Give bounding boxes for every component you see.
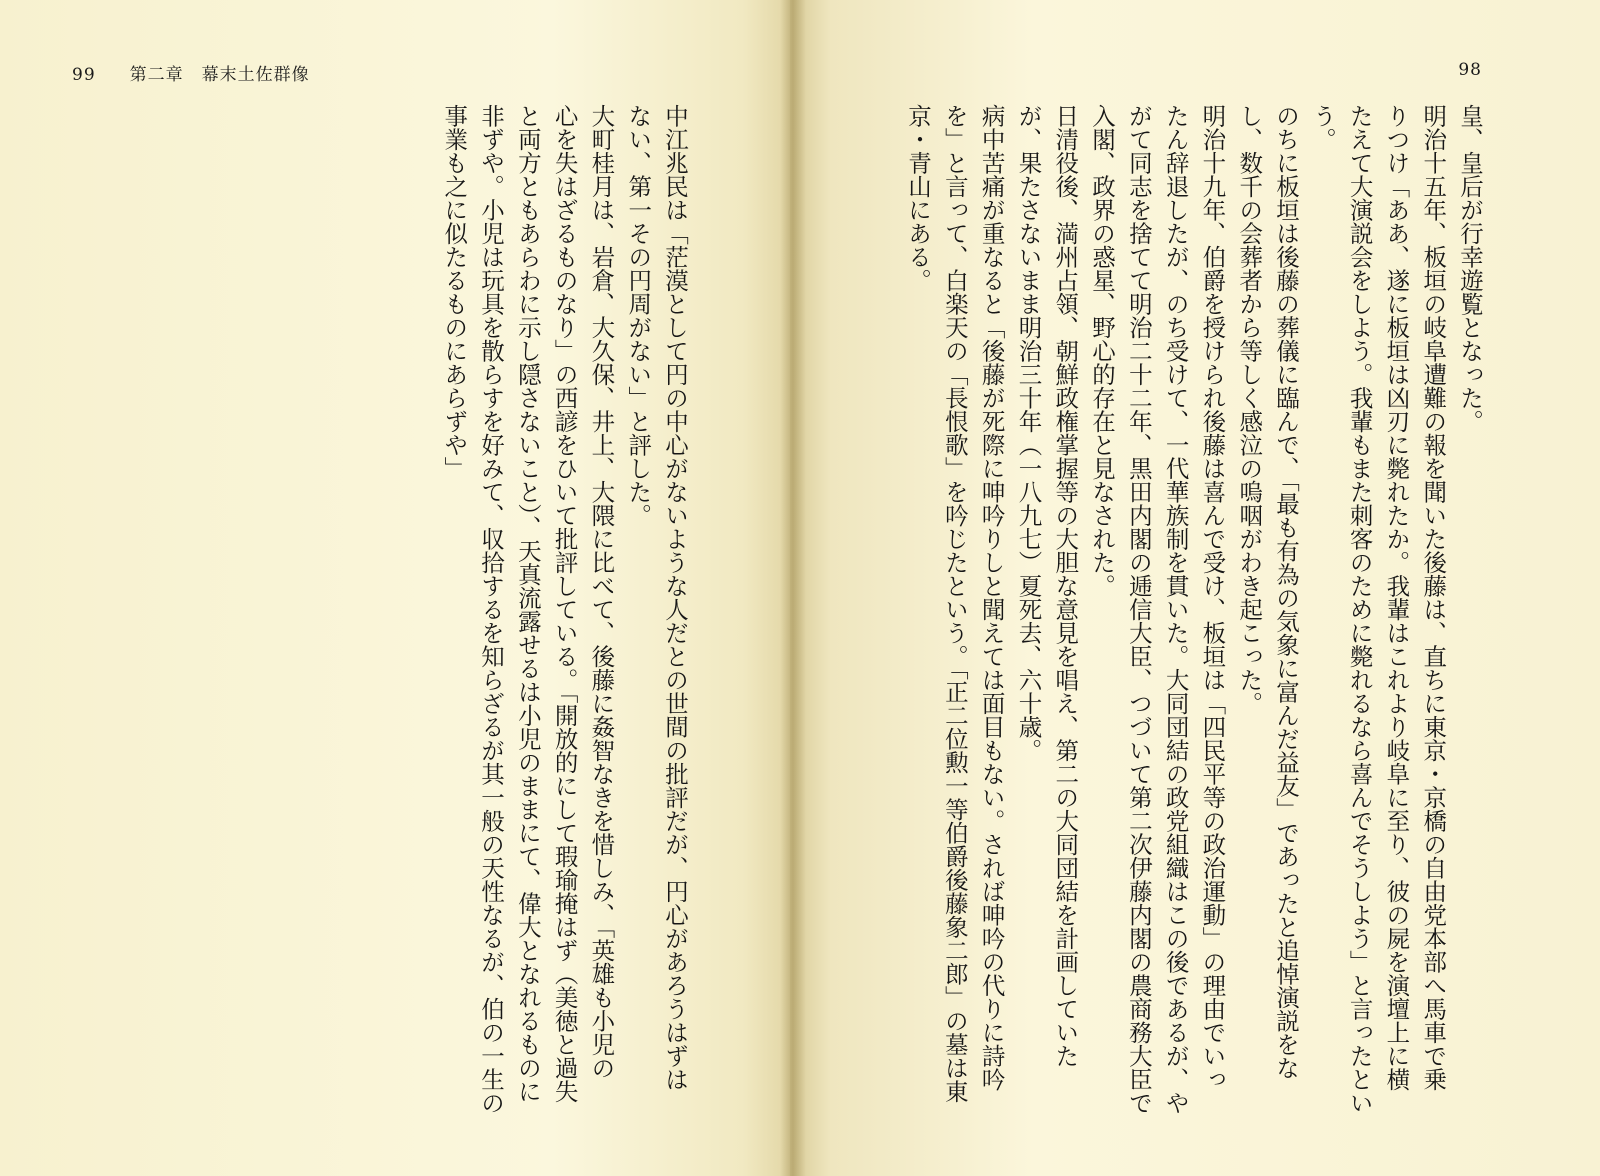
left-page: [0, 0, 790, 1176]
right-page-body: [868, 104, 1488, 1154]
book-gutter: [780, 0, 806, 1176]
text-column: 皇、皇后が行幸遊覧となった。: [1456, 104, 1484, 433]
text-column: 中江兆民は「茫漠として円の中心がないような人だとの世間の批評だが、円心があろうはずは: [661, 104, 689, 1091]
text-column: 明治十五年、板垣の岐阜遭難の報を聞いた後藤は、直ちに東京・京橋の自由党本部へ馬車で乗: [1419, 104, 1448, 1091]
text-column: 京・青山にある。: [904, 104, 933, 292]
right-page-number: 98: [1458, 60, 1482, 80]
text-column: う。: [1308, 104, 1337, 151]
text-column: 大町桂月は、岩倉、大久保、井上、大隈に比べて、後藤に姦智なきを惜しみ、「英雄も小児の: [587, 104, 616, 1080]
text-column: 事業も之に似たるものにあらずや」: [440, 104, 469, 480]
text-column: を」と言って、白楽天の「長恨歌」を吟じたという。「正二位勲一等伯爵後藤象二郎」の墓は東: [940, 104, 969, 1103]
text-column: 日清役後、満州占領、朝鮮政権掌握等の大胆な意見を唱え、第二の大同団結を計画していた: [1051, 104, 1080, 1068]
left-page-number: 99: [72, 65, 96, 85]
chapter-title: 第二章 幕末土佐群像: [129, 65, 310, 85]
text-column: 非ずや。小児は玩具を散らすを好みて、収拾するを知らざるが其一般の天性なるが、伯の一生の: [477, 104, 506, 1115]
text-column: し、数千の会葬者から等しく感泣の嗚咽がわき起こった。: [1235, 104, 1264, 715]
text-column: りつけ「ああ、遂に板垣は凶刃に斃れたか。我輩はこれより岐阜に至り、彼の屍を演壇上に横: [1382, 104, 1411, 1091]
text-column: 心を失はざるものなり」の西諺をひいて批評している。「開放的にして瑕瑜掩はず（美徳と過失: [550, 104, 579, 1103]
text-column: がて同志を捨てて明治二十二年、黒田内閣の逓信大臣、つづいて第二次伊藤内閣の農商務大臣で: [1124, 104, 1153, 1115]
text-column: が、果たさないまま明治三十年（一八九七）夏死去、六十歳。: [1014, 104, 1043, 762]
left-page-body: [353, 104, 693, 1154]
text-column: ない、第一その円周がない」と評した。: [624, 104, 653, 527]
text-column: と両方ともあらわに示し隠さないこと）、天真流露せるは小児のままにて、偉大となれるものに: [513, 104, 542, 1103]
text-column: たえて大演説会をしよう。我輩もまた刺客のために斃れるなら喜んでそうしよう」と言ったとい: [1345, 104, 1374, 1115]
left-page-header: [72, 60, 310, 85]
right-page-header: [1458, 60, 1482, 80]
text-column: のちに板垣は後藤の葬儀に臨んで、「最も有為の気象に富んだ益友」であったと追悼演説をな: [1272, 104, 1301, 1080]
text-column: 明治十九年、伯爵を授けられ後藤は喜んで受け、板垣は「四民平等の政治運動」の理由でいっ: [1198, 104, 1227, 1091]
text-column: たん辞退したが、のち受けて、一代華族制を貫いた。大同団結の政党組織はこの後であるが、や: [1161, 104, 1190, 1115]
right-page: [790, 0, 1600, 1176]
text-column: 入閣、政界の惑星、野心的存在と見なされた。: [1088, 104, 1117, 598]
text-column: 病中苦痛が重なると「後藤が死際に呻吟りしと聞えては面目もない。されば呻吟の代りに詩吟: [977, 104, 1006, 1091]
